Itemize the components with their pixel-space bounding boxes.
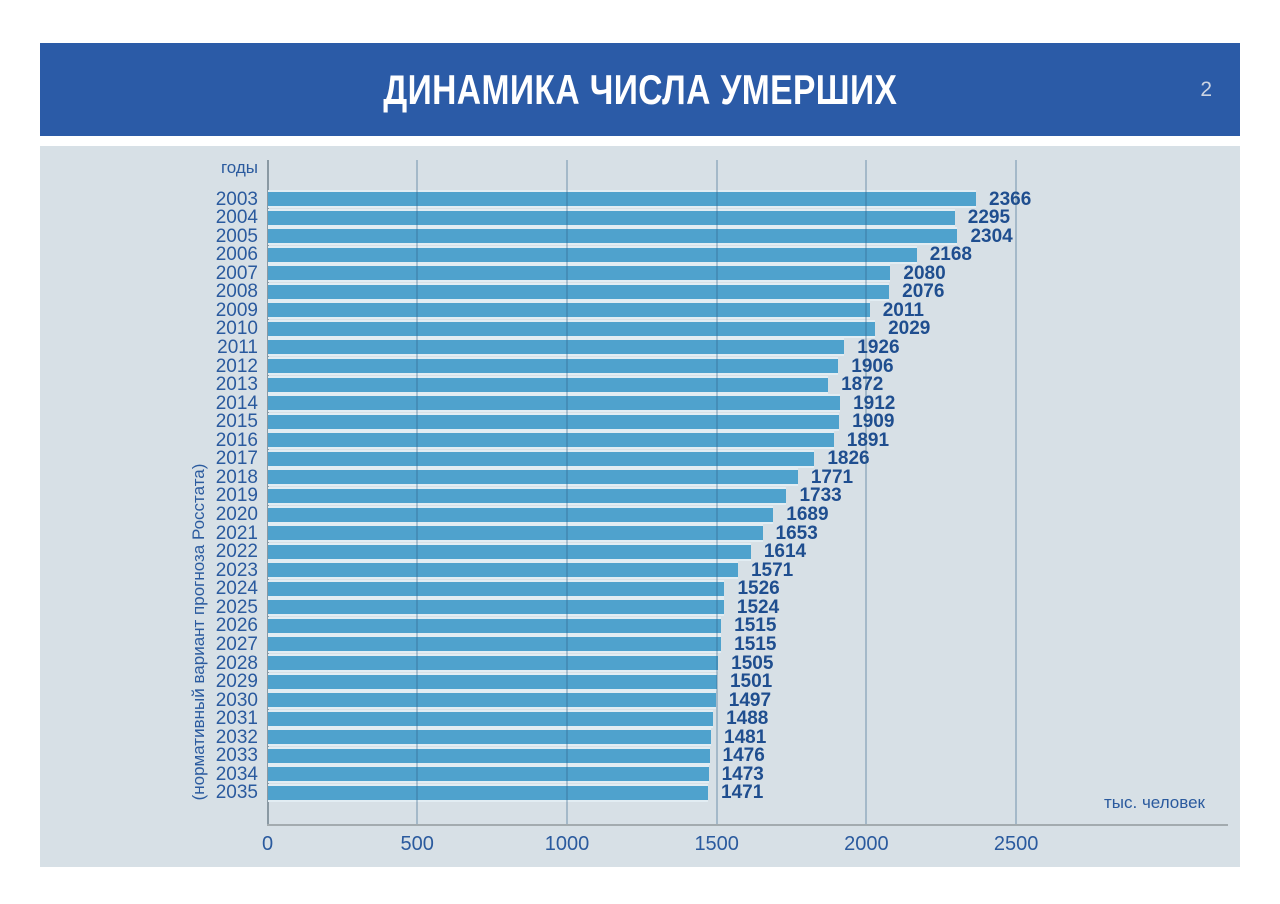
bar-row xyxy=(40,579,1240,598)
bar-row xyxy=(40,616,1240,635)
year-label: 2020 xyxy=(215,504,258,526)
y-axis-title: годы xyxy=(220,158,258,177)
bar xyxy=(268,728,712,746)
grid-line xyxy=(416,160,418,824)
value-label: 1872 xyxy=(841,374,884,396)
x-tick-label: 1500 xyxy=(694,833,739,855)
year-label: 2011 xyxy=(217,336,258,358)
bar xyxy=(268,209,955,227)
year-label: 2033 xyxy=(215,745,258,767)
bar xyxy=(268,543,751,561)
year-label: 2031 xyxy=(215,708,258,730)
x-tick-label: 2500 xyxy=(993,833,1039,855)
value-label: 2304 xyxy=(970,225,1013,247)
grid-line xyxy=(1015,160,1017,824)
bar-row xyxy=(40,190,1240,209)
bar xyxy=(268,413,840,431)
page-number: 2 xyxy=(1200,77,1212,101)
year-label: 2035 xyxy=(215,782,258,804)
bar-row xyxy=(40,746,1240,765)
year-label: 2015 xyxy=(215,411,258,433)
bar xyxy=(268,246,917,264)
value-label: 1906 xyxy=(851,355,894,377)
year-label: 2032 xyxy=(215,726,258,748)
year-label: 2005 xyxy=(215,225,258,247)
year-label: 2029 xyxy=(215,671,258,693)
x-tick-label: 1000 xyxy=(544,833,590,855)
bar-row xyxy=(40,783,1240,802)
year-label: 2008 xyxy=(215,281,258,303)
bar-row xyxy=(40,691,1240,710)
bar-row xyxy=(40,672,1240,691)
bar xyxy=(268,765,709,783)
bar xyxy=(268,524,763,542)
bar xyxy=(268,227,958,245)
value-label: 1571 xyxy=(750,559,794,581)
value-label: 1524 xyxy=(736,596,780,618)
year-label: 2003 xyxy=(215,188,258,210)
value-label: 1826 xyxy=(827,448,870,470)
year-label: 2025 xyxy=(215,596,258,618)
bar xyxy=(268,617,722,635)
bar-row xyxy=(40,338,1240,357)
slide-title-bar xyxy=(40,43,1240,136)
year-label: 2012 xyxy=(215,355,258,377)
bar xyxy=(268,357,839,375)
value-label: 1481 xyxy=(724,726,767,748)
bar-row xyxy=(40,375,1240,394)
value-label: 1476 xyxy=(722,745,765,767)
bar-row xyxy=(40,208,1240,227)
bar-row xyxy=(40,486,1240,505)
bar xyxy=(268,784,709,802)
bar xyxy=(268,598,724,616)
bar xyxy=(268,506,774,524)
value-label: 1909 xyxy=(852,411,895,433)
year-label: 2010 xyxy=(215,318,258,340)
year-label: 2018 xyxy=(215,466,258,488)
value-label: 1891 xyxy=(846,429,890,451)
bar-row xyxy=(40,635,1240,654)
bar-row xyxy=(40,357,1240,376)
bar xyxy=(268,635,722,653)
value-label: 1473 xyxy=(721,763,764,785)
value-label: 1471 xyxy=(721,782,764,804)
value-label: 1771 xyxy=(810,466,854,488)
value-label: 1912 xyxy=(853,392,896,414)
bar-row xyxy=(40,468,1240,487)
bar xyxy=(268,654,719,672)
bar-row xyxy=(40,264,1240,283)
bar-row xyxy=(40,561,1240,580)
bar xyxy=(268,394,841,412)
bar xyxy=(268,450,815,468)
value-label: 2295 xyxy=(967,207,1011,229)
bar-row xyxy=(40,412,1240,431)
bar xyxy=(268,301,870,319)
bar xyxy=(268,468,798,486)
year-label: 2016 xyxy=(215,429,258,451)
grid-line xyxy=(865,160,867,824)
bar xyxy=(268,747,710,765)
year-label: 2021 xyxy=(215,522,258,544)
bar-row xyxy=(40,227,1240,246)
bar xyxy=(268,487,787,505)
value-label: 1515 xyxy=(734,615,777,637)
page-title: ДИНАМИКА ЧИСЛА УМЕРШИХ xyxy=(382,65,898,113)
year-label: 2006 xyxy=(215,244,258,266)
x-axis-line xyxy=(267,824,1228,826)
x-axis-unit-label: тыс. человек xyxy=(1104,793,1205,812)
bar xyxy=(268,691,716,709)
bar-row xyxy=(40,728,1240,747)
bar-row xyxy=(40,505,1240,524)
axis-side-note: (нормативный вариант прогноза Росстата) xyxy=(189,463,208,801)
value-label: 2076 xyxy=(902,281,945,303)
value-label: 1526 xyxy=(737,578,780,600)
value-label: 1488 xyxy=(726,708,769,730)
bar-row xyxy=(40,765,1240,784)
bar xyxy=(268,190,977,208)
bar xyxy=(268,338,845,356)
bar xyxy=(268,376,829,394)
grid-line xyxy=(566,160,568,824)
bar-row xyxy=(40,449,1240,468)
value-label: 1501 xyxy=(729,671,773,693)
bar xyxy=(268,283,890,301)
value-label: 2168 xyxy=(929,244,972,266)
bar-row xyxy=(40,245,1240,264)
bar xyxy=(268,561,738,579)
year-label: 2009 xyxy=(215,299,258,321)
year-label: 2014 xyxy=(215,392,258,414)
year-label: 2027 xyxy=(215,633,258,655)
year-label: 2034 xyxy=(215,763,258,785)
value-label: 1614 xyxy=(763,541,807,563)
value-label: 1497 xyxy=(728,689,772,711)
bar xyxy=(268,580,725,598)
year-label: 2004 xyxy=(215,207,258,229)
bar-row xyxy=(40,282,1240,301)
bar-row xyxy=(40,394,1240,413)
x-tick-label: 500 xyxy=(400,833,434,855)
bar-row xyxy=(40,709,1240,728)
bar xyxy=(268,320,876,338)
bar-row xyxy=(40,431,1240,450)
bar-row xyxy=(40,319,1240,338)
year-label: 2007 xyxy=(215,262,258,284)
bar xyxy=(268,431,834,449)
value-label: 1505 xyxy=(731,652,774,674)
chart-panel xyxy=(40,146,1240,867)
plot-area xyxy=(40,146,1240,867)
bar-row xyxy=(40,542,1240,561)
bar xyxy=(268,673,717,691)
year-label: 2030 xyxy=(215,689,258,711)
year-label: 2024 xyxy=(215,578,258,600)
grid-line xyxy=(716,160,718,824)
bar-row xyxy=(40,598,1240,617)
value-label: 2029 xyxy=(888,318,931,340)
bar-row xyxy=(40,654,1240,673)
bar xyxy=(268,710,714,728)
value-label: 1926 xyxy=(857,336,900,358)
value-label: 2011 xyxy=(882,299,924,321)
year-label: 2023 xyxy=(215,559,258,581)
value-label: 2366 xyxy=(989,188,1032,210)
x-tick-label: 2000 xyxy=(844,833,889,855)
year-label: 2026 xyxy=(215,615,258,637)
year-label: 2013 xyxy=(215,374,258,396)
value-label: 2080 xyxy=(903,262,946,284)
bar xyxy=(268,264,891,282)
year-label: 2017 xyxy=(215,448,258,470)
bar-row xyxy=(40,301,1240,320)
bar-row xyxy=(40,524,1240,543)
value-label: 1515 xyxy=(734,633,777,655)
value-label: 1689 xyxy=(786,504,829,526)
value-label: 1733 xyxy=(799,485,842,507)
year-label: 2019 xyxy=(215,485,258,507)
year-label: 2028 xyxy=(215,652,258,674)
x-tick-label: 0 xyxy=(261,833,274,855)
value-label: 1653 xyxy=(775,522,818,544)
year-label: 2022 xyxy=(215,541,258,563)
